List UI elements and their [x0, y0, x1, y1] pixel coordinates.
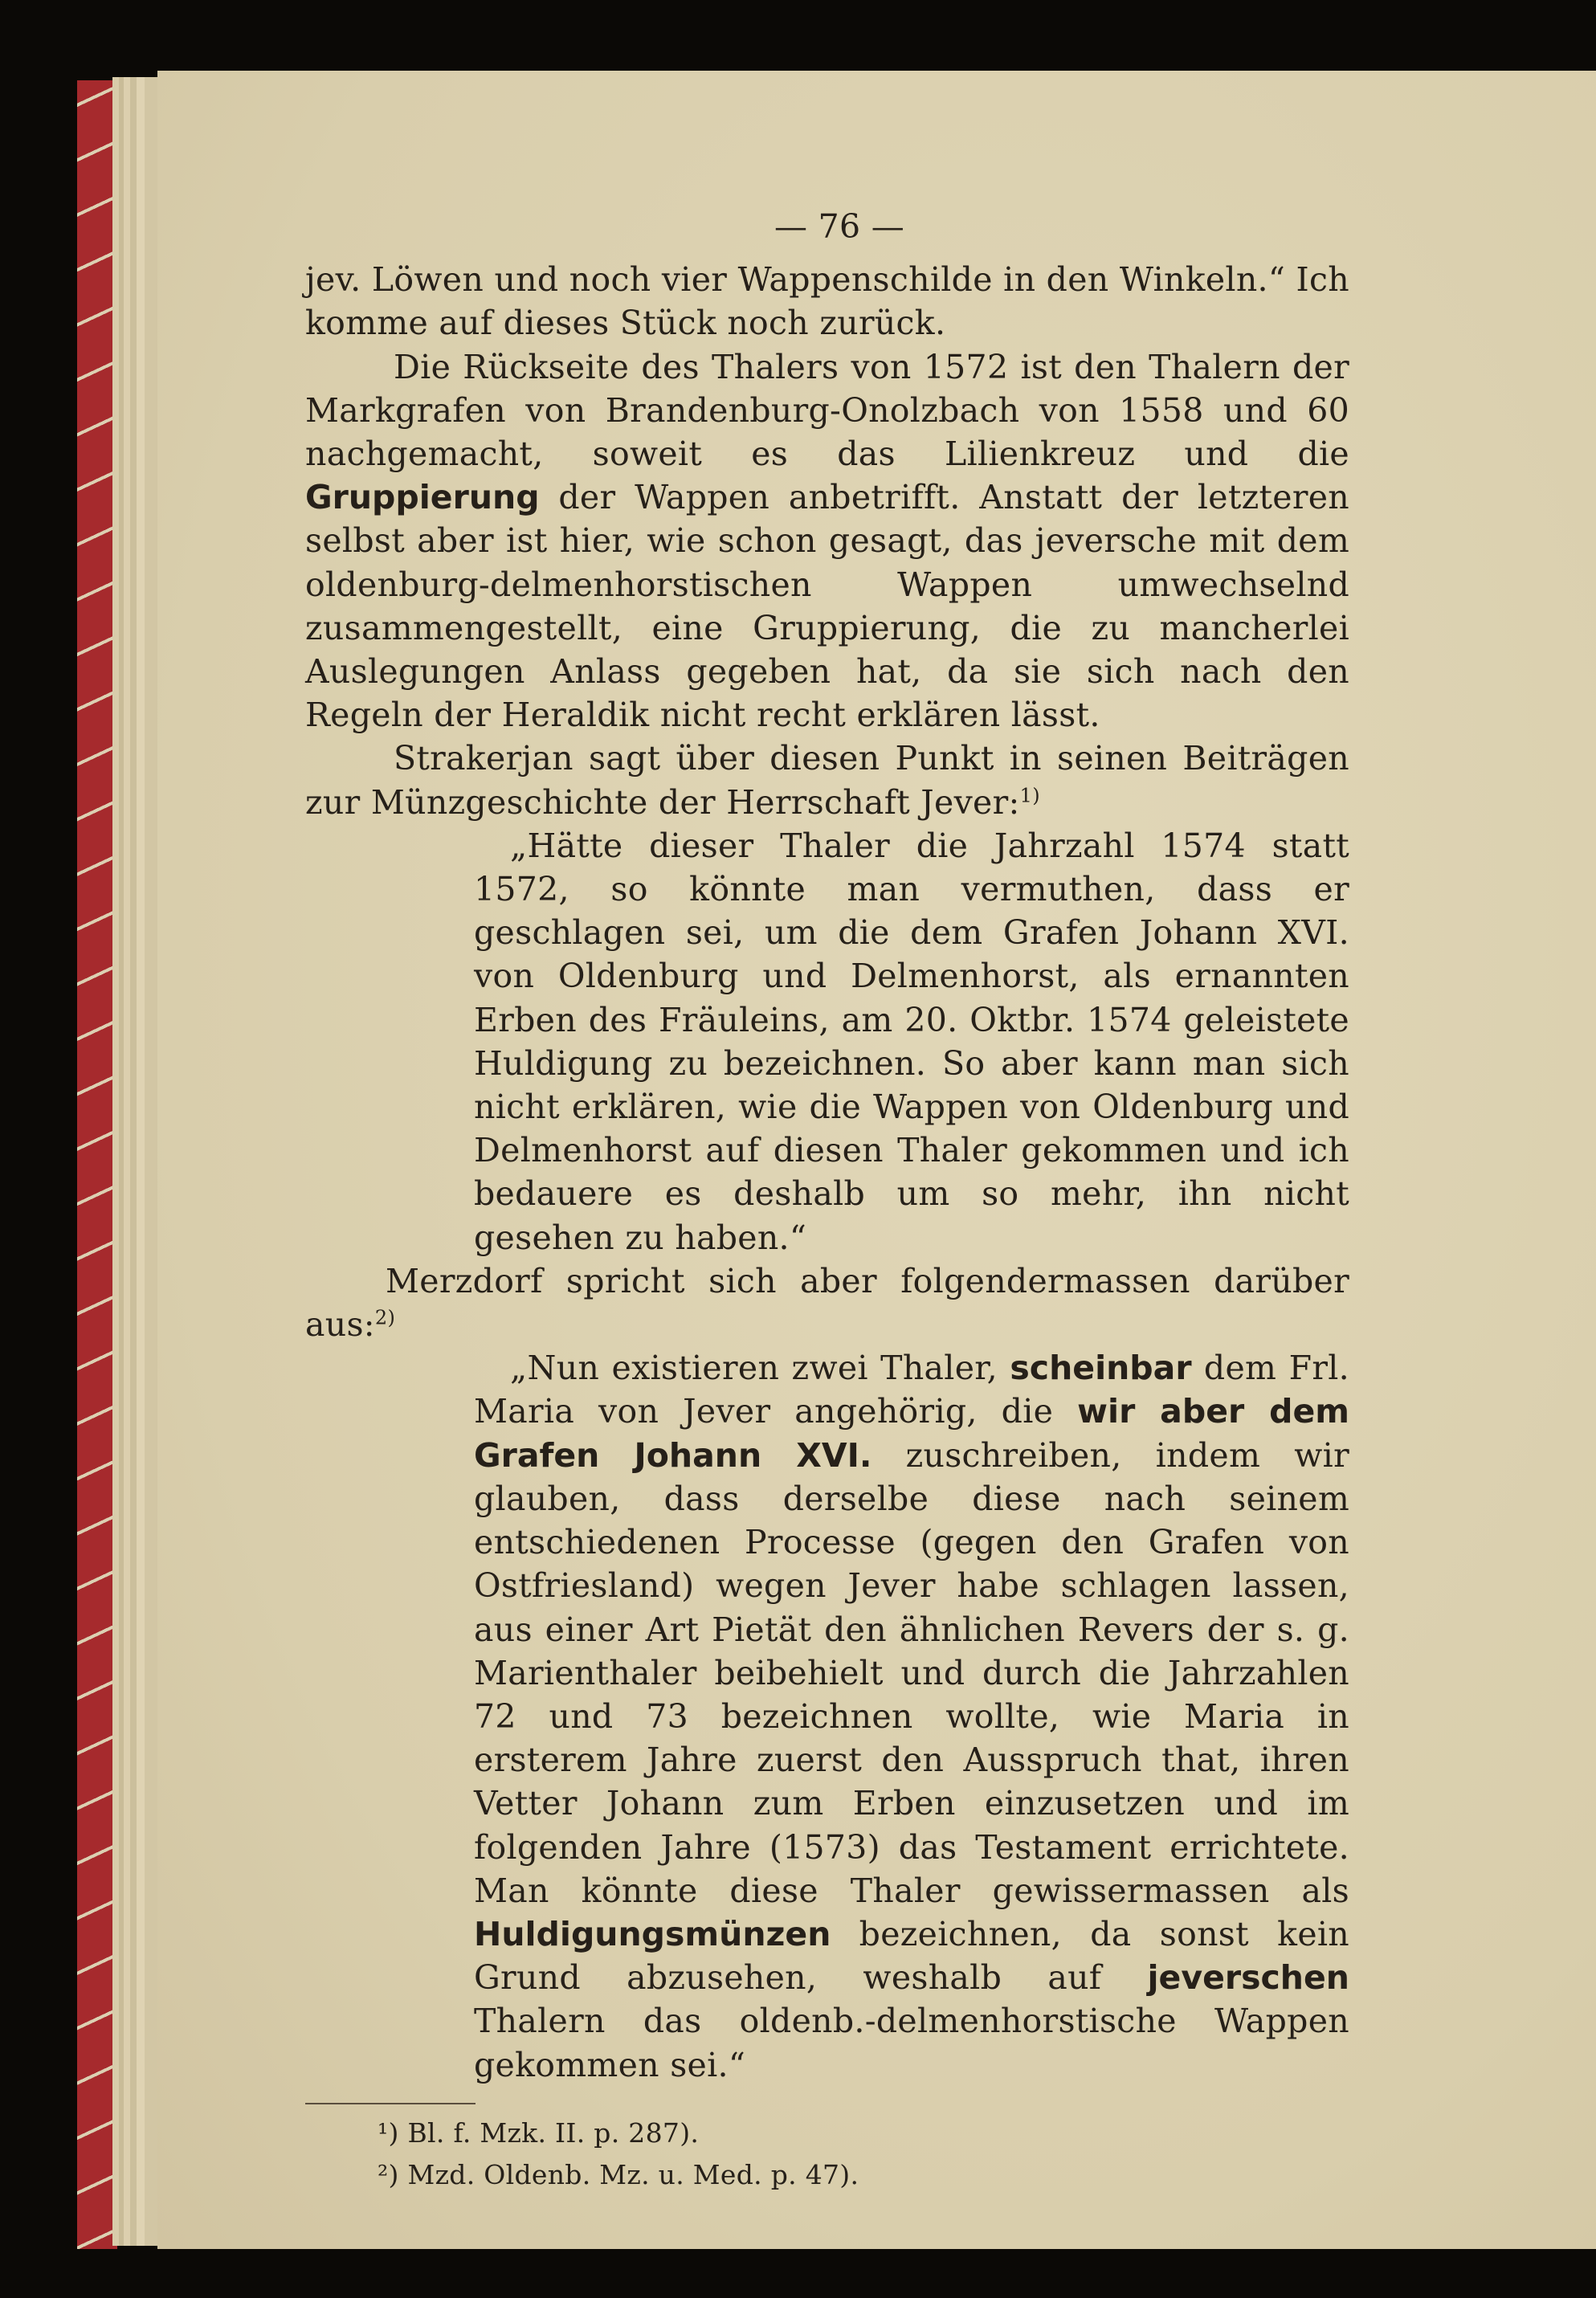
- footnote-1: ¹) Bl. f. Mzk. II. p. 287).: [378, 2116, 700, 2149]
- quote-2-text-d: zuschreiben, indem wir glauben, dass derselbe diese nach seinem entschiedenen Processe (gegen den Grafen von Ostfriesland) wegen Jever habe schlagen lassen, aus einer Art Pietät den ähnlichen Revers der s. g. Marienthaler beibehielt und durch die Jahrzahlen 72 und 73 bezeichnen wollte, wie Maria in ersterem Jahre zuerst den Ausspruch that, ihren Vetter Johann zum Erben einzusetzen und im folgenden Jahre (1573) das Testament errichtete. Man könnte diese Thaler gewissermassen als: [474, 1435, 1349, 1910]
- quote-2-emphasis-3: Huldigungsmünzen: [474, 1914, 831, 1953]
- quote-2-text-a: „Nun existieren zwei Thaler,: [510, 1349, 1010, 1388]
- quote-merzdorf: [474, 1346, 1349, 2086]
- footnotes: [305, 2112, 1349, 2196]
- paragraph-2-text-a: Die Rückseite des Thalers von 1572 ist den Thalern der Markgrafen von Brandenburg-Onolzbach von 1558 und 60 nachgemacht, soweit es das Lilienkreuz und die: [305, 347, 1349, 474]
- quote-2-text-e: bezeichnen, da sonst kein Grund abzusehen, weshalb auf: [474, 1914, 1349, 1998]
- paragraph-1: jev. Löwen und noch vier Wappenschilde in den Winkeln.“ Ich komme auf dieses Stück noch zurück.: [305, 260, 1349, 343]
- footnote-ref-2: 2): [374, 1306, 396, 1329]
- quote-strakerjan: „Hätte dieser Thaler die Jahrzahl 1574 statt 1572, so könnte man vermuthen, dass er geschlagen sei, um die dem Grafen Johann XVI. von Oldenburg und Delmenhorst, als ernannten Erben des Fräuleins, am 20. Oktbr. 1574 geleistete Huldigung zu bezeichnen. So aber kann man sich nicht erklären, wie die Wappen von Oldenburg und Delmenhorst auf diesen Thaler gekommen und ich bedauere es deshalb um so mehr, ihn nicht gesehen zu haben.“: [474, 826, 1349, 1257]
- quote-2-emphasis-4: jeverschen: [1147, 1958, 1349, 1998]
- paragraph-4: [305, 1259, 1349, 1346]
- footnote-divider: [305, 2103, 476, 2104]
- book-binding: [77, 80, 117, 2249]
- page-number: — 76 —: [774, 207, 905, 246]
- page-text: [305, 205, 1349, 2196]
- footnote-2: ²) Mzd. Oldenb. Mz. u. Med. p. 47).: [378, 2158, 859, 2190]
- paragraph-3: [305, 737, 1349, 823]
- quote-2-text-f: Thalern das oldenb.-delmenhorstische Wappen gekommen sei.“: [474, 2002, 1349, 2084]
- paragraph-2: [305, 345, 1349, 737]
- quote-2-emphasis-1: scheinbar: [1010, 1349, 1192, 1388]
- paragraph-2-text-b: der Wappen anbetrifft. Anstatt der letzteren selbst aber ist hier, wie schon gesagt, das jeversche mit dem oldenburg-delmenhorstischen Wappen umwechselnd zusammengestellt, eine Gruppierung, die zu mancherlei Auslegungen Anlass gegeben hat, da sie sich nach den Regeln der Heraldik nicht recht erklären lässt.: [305, 478, 1349, 735]
- paragraph-4-text: Merzdorf spricht sich aber folgendermassen darüber aus:: [305, 1261, 1349, 1345]
- quote-2-emphasis-2: wir aber dem Grafen Johann XVI.: [474, 1392, 1349, 1475]
- quote-2-text-c: dem Frl. Maria von Jever angehörig, die: [474, 1349, 1349, 1431]
- paragraph-2-emphasis: Gruppierung: [305, 478, 540, 517]
- footnote-ref-1: 1): [1019, 783, 1040, 806]
- paragraph-3-text: Strakerjan sagt über diesen Punkt in seinen Beiträgen zur Münzgeschichte der Herrschaft Jever:: [305, 739, 1349, 822]
